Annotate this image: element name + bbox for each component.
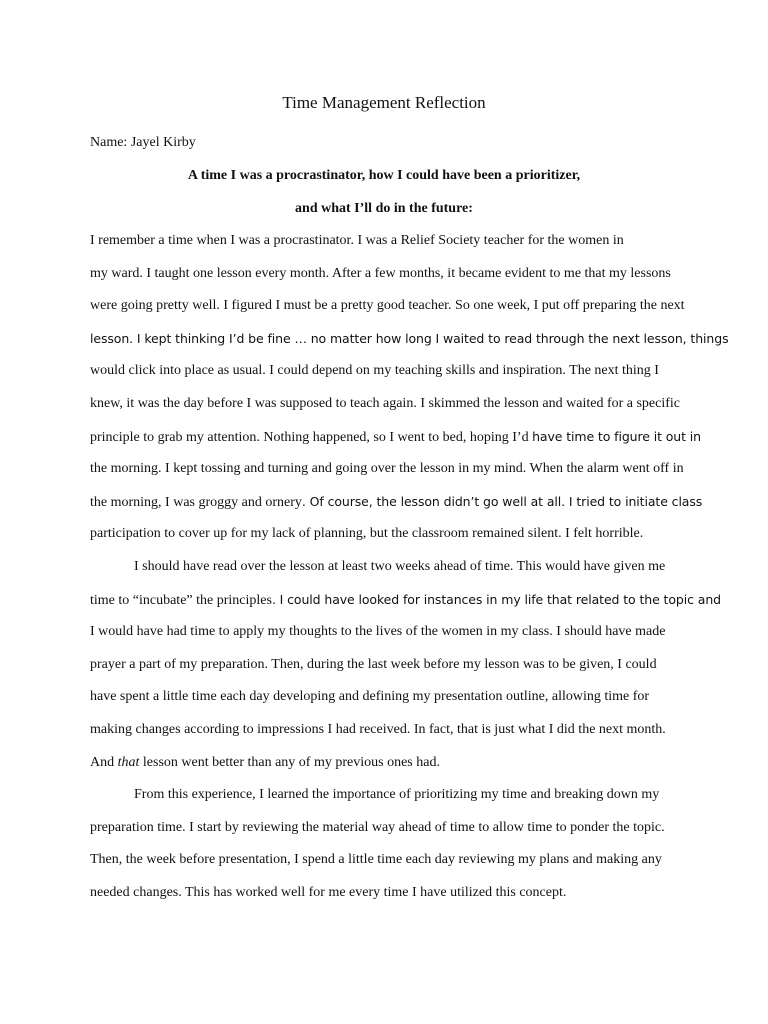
body-line <box>90 361 690 394</box>
text-segment: I remember a time when I was a procrastinator. I was a Relief Society teacher for the women in <box>90 233 624 248</box>
body-line <box>90 687 690 720</box>
body-line <box>90 329 729 362</box>
body-line <box>90 492 703 525</box>
text-segment: preparation time. I start by reviewing the material way ahead of time to allow time to ponder the topic. <box>90 819 665 835</box>
text-segment: my ward. I taught one lesson every month. After a few months, it became evident to me that my lessons <box>90 265 671 281</box>
text-segment: . I could have looked for instances in my life that related to the topic and <box>271 591 721 607</box>
text-segment: prayer a part of my preparation. Then, during the last week before my lesson was to be given, I could <box>90 656 657 672</box>
document-title: Time Management Reflection <box>282 93 486 112</box>
text-segment: have time to figure it out in <box>532 428 702 444</box>
body-line <box>90 753 690 786</box>
body-line <box>90 655 690 688</box>
text-segment: time to “incubate” the principles <box>90 592 272 608</box>
text-segment: . Of course, the lesson didn’t go well at all. I tried to initiate class <box>301 493 703 509</box>
section-heading-line-2: and what I’ll do in the future: <box>295 201 473 216</box>
body-line <box>90 622 690 655</box>
text-segment: And <box>90 754 118 770</box>
text-segment: knew, it was the day before I was supposed to teach again. I skimmed the lesson and waited for a specific <box>90 395 681 411</box>
body-line <box>90 557 690 590</box>
text-segment: making changes according to impressions I had received. In fact, that is just what I did the next month. <box>90 721 666 737</box>
text-segment: the morning, I was groggy and ornery <box>90 494 302 510</box>
body-line <box>90 524 690 557</box>
body-line <box>90 785 690 818</box>
body-line <box>90 850 690 883</box>
text-segment: lesson went better than any of my previous ones had. <box>139 754 440 770</box>
text-segment: would click into place as usual. I could depend on my teaching skills and inspiration. The next thing I <box>90 363 659 379</box>
text-segment: principle to grab my attention. Nothing happened, so I went to bed, hoping I’d <box>90 429 533 445</box>
text-segment: have spent a little time each day developing and defining my presentation outline, allowing time for <box>90 689 650 705</box>
body-line <box>90 883 690 916</box>
section-heading-line-1: A time I was a procrastinator, how I could have been a prioritizer, <box>187 168 581 183</box>
body-line <box>90 590 721 623</box>
text-segment: I would have had time to apply my thoughts to the lives of the women in my class. I should have made <box>90 624 666 640</box>
text-segment: Then, the week before presentation, I spend a little time each day reviewing my plans and making any <box>90 852 662 868</box>
body-line <box>90 720 690 753</box>
text-segment: lesson. I kept thinking I’d be fine … no matter how long I waited to read through the next lesson, things <box>90 330 729 346</box>
body-line <box>90 427 702 460</box>
text-segment: participation to cover up for my lack of planning, but the classroom remained silent. I felt horrible. <box>90 526 644 542</box>
author-name-line: Name: Jayel Kirby <box>90 135 196 150</box>
text-segment: the morning. I kept tossing and turning and going over the lesson in my mind. When the alarm went off in <box>90 461 684 477</box>
body-line <box>90 231 690 264</box>
text-segment: From this experience, I learned the importance of prioritizing my time and breaking down my <box>134 787 660 803</box>
text-segment: I should have read over the lesson at least two weeks ahead of time. This would have given me <box>134 558 666 574</box>
body-line <box>90 459 690 492</box>
text-segment: were going pretty well. I figured I must be a pretty good teacher. So one week, I put off preparing the next <box>90 298 685 314</box>
emphasized-text: that <box>117 754 140 770</box>
body-line <box>90 818 690 851</box>
body-line <box>90 394 690 427</box>
body-line <box>90 296 690 329</box>
body-text <box>90 231 729 915</box>
body-line <box>90 264 690 297</box>
text-segment: needed changes. This has worked well for me every time I have utilized this concept. <box>90 884 567 900</box>
